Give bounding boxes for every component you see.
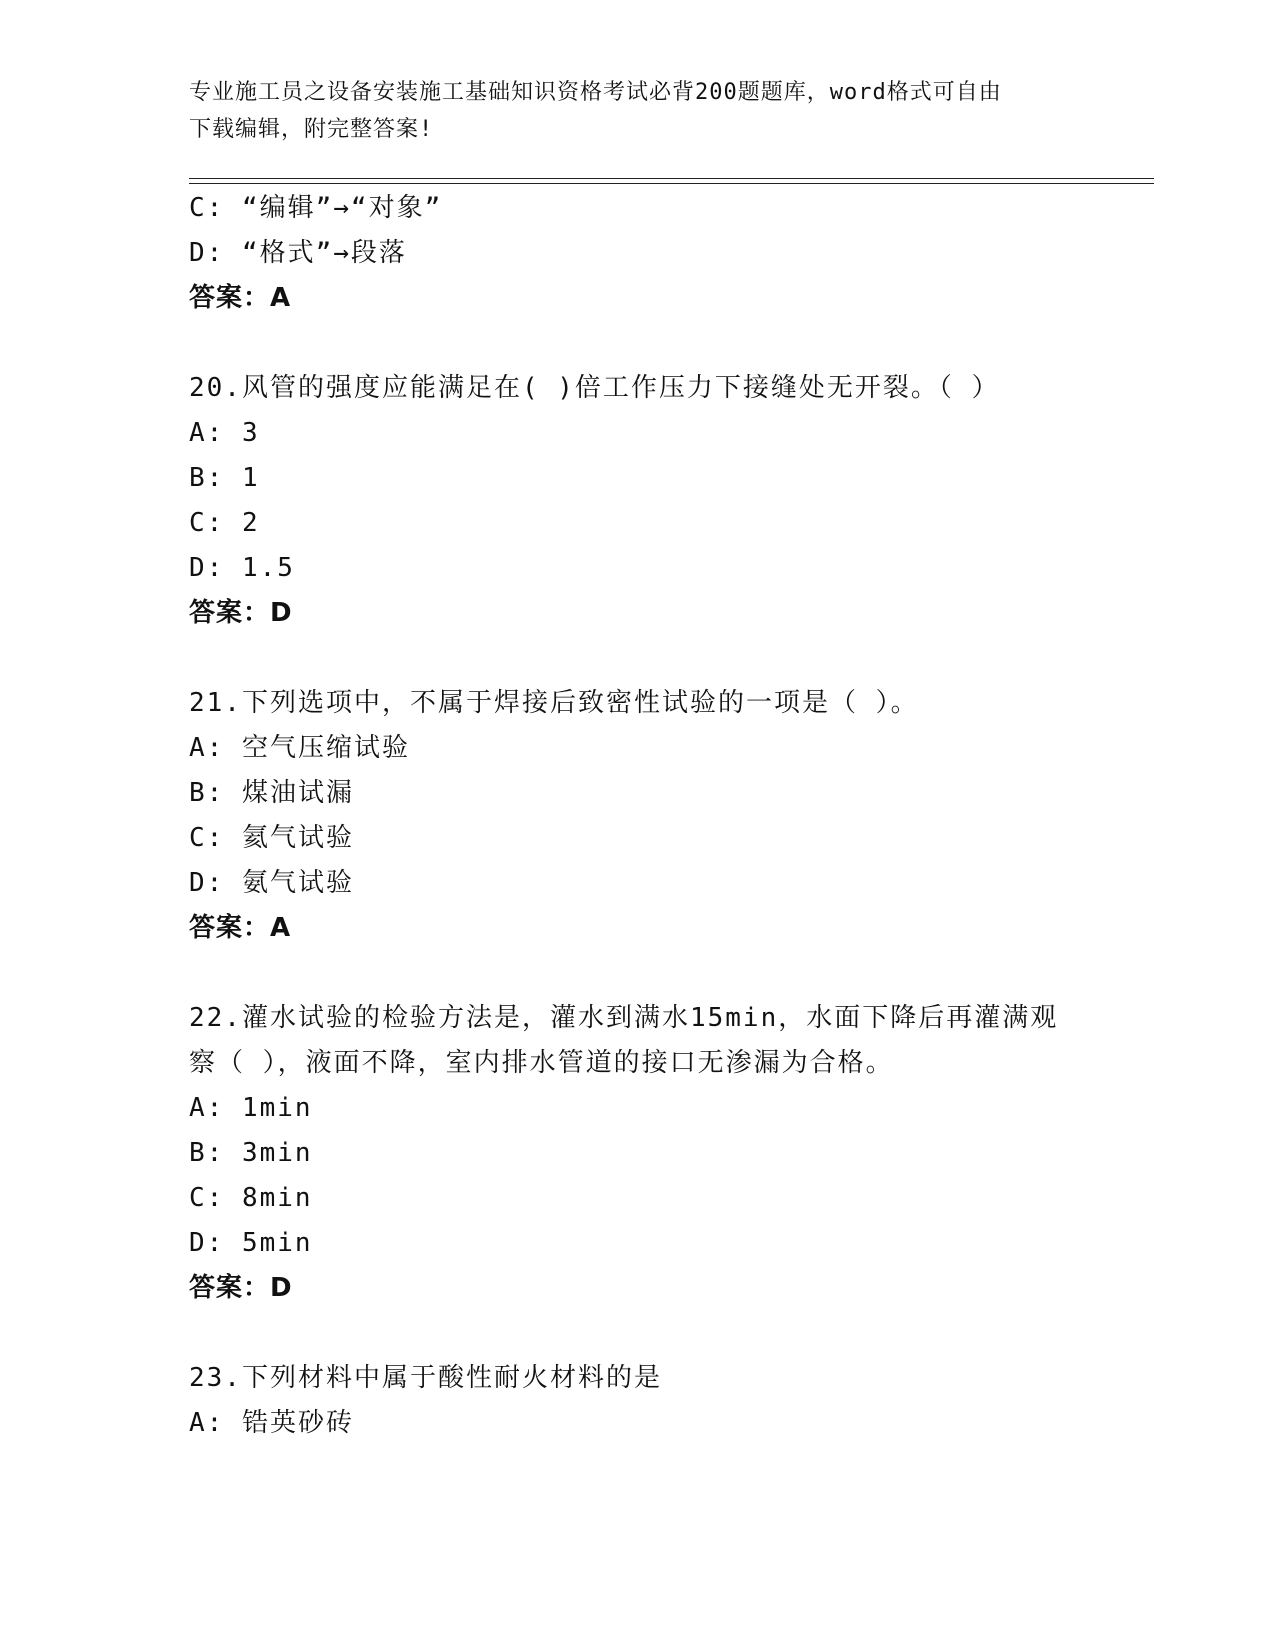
document-header xyxy=(189,74,1069,148)
q23-stem: 23.下列材料中属于酸性耐火材料的是 xyxy=(189,1363,662,1393)
header-divider-bottom xyxy=(189,183,1154,184)
q21-option-b: B: 煤油试漏 xyxy=(189,778,354,808)
q22-option-b: B: 3min xyxy=(189,1138,313,1168)
header-divider-top xyxy=(189,178,1154,179)
q22-stem-line-2: 察（ ），液面不降，室内排水管道的接口无渗漏为合格。 xyxy=(189,1048,894,1078)
q20-option-d: D: 1.5 xyxy=(189,553,295,583)
q19-answer: 答案：A xyxy=(189,283,292,313)
q20-stem: 20.风管的强度应能满足在( )倍工作压力下接缝处无开裂。（ ） xyxy=(189,373,1000,403)
q21-option-d: D: 氨气试验 xyxy=(189,868,354,898)
q22-answer: 答案：D xyxy=(189,1273,293,1303)
q23-option-a: A: 锆英砂砖 xyxy=(189,1408,354,1438)
q20-option-b: B: 1 xyxy=(189,463,260,493)
q21-option-a: A: 空气压缩试验 xyxy=(189,733,410,763)
header-line-2: 下载编辑，附完整答案! xyxy=(189,117,434,142)
q21-answer: 答案：A xyxy=(189,913,292,943)
header-line-1: 专业施工员之设备安装施工基础知识资格考试必背200题题库，word格式可自由 xyxy=(189,80,1002,105)
q20-answer: 答案：D xyxy=(189,598,293,628)
q19-option-d: D: “格式”→段落 xyxy=(189,238,407,268)
q22-option-d: D: 5min xyxy=(189,1228,313,1258)
q22-stem-line-1: 22.灌水试验的检验方法是，灌水到满水15min，水面下降后再灌满观 xyxy=(189,1003,1059,1033)
q21-option-c: C: 氦气试验 xyxy=(189,823,354,853)
q21-stem: 21.下列选项中，不属于焊接后致密性试验的一项是（ ）。 xyxy=(189,688,919,718)
q19-option-c: C: “编辑”→“对象” xyxy=(189,193,443,223)
q20-option-a: A: 3 xyxy=(189,418,260,448)
q22-option-a: A: 1min xyxy=(189,1093,313,1123)
q22-option-c: C: 8min xyxy=(189,1183,313,1213)
q20-option-c: C: 2 xyxy=(189,508,260,538)
